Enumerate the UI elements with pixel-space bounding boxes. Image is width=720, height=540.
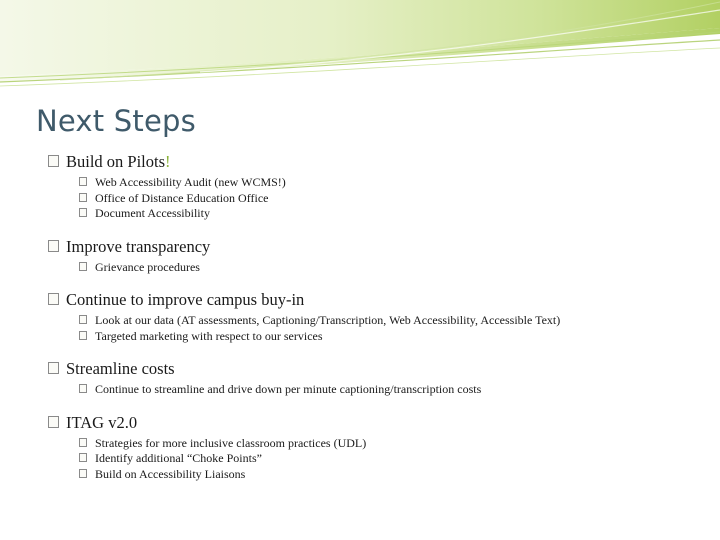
- sub-bullet: [48, 313, 708, 329]
- bullet-heading: ITAG v2.0: [66, 412, 138, 432]
- sub-bullet-text: Targeted marketing with respect to our services: [95, 328, 323, 343]
- square-bullet-icon: [48, 240, 59, 252]
- sub-bullet-list: [48, 382, 708, 398]
- sub-bullet-text: Web Accessibility Audit (new WCMS!): [95, 175, 286, 189]
- sub-bullet: [48, 260, 708, 276]
- sub-bullet: [48, 191, 708, 207]
- sub-bullet-text: Continue to streamline and drive down per minute captioning/transcription costs: [95, 382, 482, 396]
- sub-bullet: [48, 206, 708, 222]
- sub-bullet-text: Strategies for more inclusive classroom practices (UDL): [95, 435, 367, 450]
- square-bullet-icon: [48, 155, 59, 167]
- sub-bullet-text: Identify additional “Choke Points”: [95, 451, 262, 465]
- square-bullet-icon: [79, 453, 87, 462]
- square-bullet-icon: [79, 384, 87, 393]
- square-bullet-icon: [79, 331, 87, 340]
- sub-bullet: [48, 175, 708, 191]
- square-bullet-icon: [48, 416, 59, 428]
- sub-bullet-text: Office of Distance Education Office: [95, 190, 269, 205]
- bullet-heading: Improve transparency: [66, 236, 211, 256]
- square-bullet-icon: [79, 315, 87, 324]
- square-bullet-icon: [48, 362, 59, 374]
- square-bullet-icon: [79, 438, 87, 447]
- sub-bullet-list: [48, 260, 708, 276]
- bullet-heading: Build on Pilots: [66, 152, 166, 171]
- top-level-bullet: [48, 290, 708, 310]
- sub-bullet-text: Build on Accessibility Liaisons: [95, 466, 246, 481]
- square-bullet-icon: [79, 208, 87, 217]
- sub-bullet: [48, 436, 708, 452]
- sub-bullet-list: [48, 436, 708, 483]
- top-level-bullet: [48, 359, 708, 379]
- bullet-group: [48, 359, 708, 398]
- bullet-group: [48, 237, 708, 276]
- top-level-bullet: [48, 413, 708, 433]
- sub-bullet-text: Grievance procedures: [95, 259, 200, 274]
- bullet-heading-accent: !: [165, 152, 171, 171]
- square-bullet-icon: [79, 262, 87, 271]
- top-level-bullet: [48, 237, 708, 257]
- bullet-group: [48, 290, 708, 344]
- square-bullet-icon: [79, 469, 87, 478]
- sub-bullet: [48, 329, 708, 345]
- slide-title: Next Steps: [36, 104, 196, 138]
- square-bullet-icon: [79, 177, 87, 186]
- square-bullet-icon: [48, 293, 59, 305]
- bullet-heading: Continue to improve campus buy-in: [66, 290, 305, 309]
- sub-bullet-list: [48, 313, 708, 344]
- bullet-heading: Streamline costs: [66, 359, 175, 378]
- decorative-wave-banner: [0, 0, 720, 100]
- bullet-list: [48, 152, 708, 497]
- sub-bullet-text: Look at our data (AT assessments, Captioning/Transcription, Web Accessibility, Accessible Text): [95, 313, 561, 327]
- top-level-bullet: [48, 152, 708, 172]
- sub-bullet: [48, 382, 708, 398]
- square-bullet-icon: [79, 193, 87, 202]
- bullet-group: [48, 413, 708, 483]
- sub-bullet-list: [48, 175, 708, 222]
- bullet-group: [48, 152, 708, 222]
- sub-bullet: [48, 451, 708, 467]
- sub-bullet: [48, 467, 708, 483]
- sub-bullet-text: Document Accessibility: [95, 206, 210, 220]
